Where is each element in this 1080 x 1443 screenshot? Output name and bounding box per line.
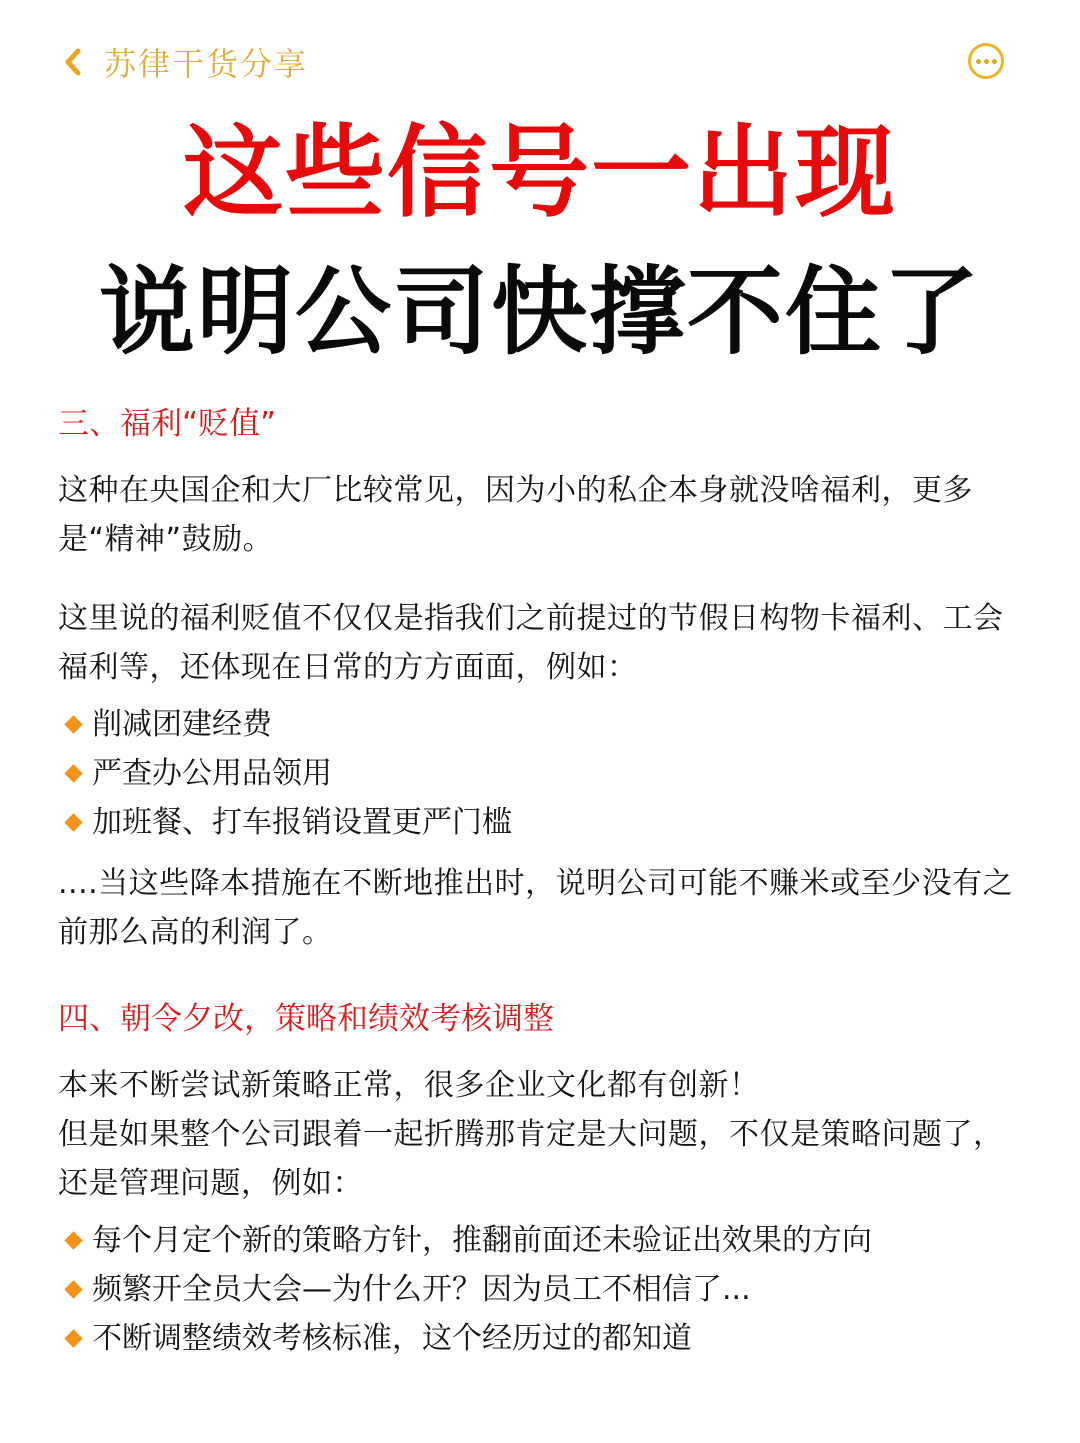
bullet-item [58, 749, 1028, 798]
diamond-bullet-icon [64, 1231, 82, 1249]
bullet-item [58, 798, 1028, 847]
more-dot-icon [976, 59, 981, 64]
bullet-text: 削减团建经费 [92, 707, 272, 742]
paragraph: 这种在央国企和大厂比较常见，因为小的私企本身就没啥福利，更多是“精神”鼓励。 [58, 473, 973, 557]
more-dot-icon [992, 59, 997, 64]
hero-title-line-1: 这些信号一出现 [183, 114, 897, 231]
bullet-item [58, 700, 1028, 749]
paragraph-line: 本来不断尝试新策略正常，很多企业文化都有创新！ [58, 1068, 760, 1103]
diamond-bullet-icon [64, 1329, 82, 1347]
paragraph-line: 但是如果整个公司跟着一起折腾那肯定是大问题，不仅是策略问题了，还是管理问题，例如： [58, 1117, 1004, 1201]
bullet-text: 频繁开全员大会—为什么开？因为员工不相信了... [92, 1272, 751, 1307]
diamond-bullet-icon [64, 1280, 82, 1298]
bullet-list [58, 700, 1028, 847]
paragraph: 这里说的福利贬值不仅仅是指我们之前提过的节假日构物卡福利、工会福利等，还体现在日常的方方面面，例如： [58, 601, 1004, 685]
article-content [58, 400, 1028, 1363]
more-options-button[interactable] [968, 43, 1004, 79]
bullet-text: 不断调整绩效考核标准，这个经历过的都知道 [92, 1321, 692, 1356]
back-button[interactable] [60, 36, 308, 88]
bullet-text: 每个月定个新的策略方针，推翻前面还未验证出效果的方向 [92, 1223, 872, 1258]
bullet-item [58, 1216, 1028, 1265]
section-title-4: 四、朝令夕改，策略和绩效考核调整 [58, 1001, 554, 1037]
diamond-bullet-icon [64, 764, 82, 782]
section-title-3: 三、福利“贬值” [58, 406, 277, 442]
bullet-text: 严查办公用品领用 [92, 756, 332, 791]
more-dot-icon [984, 59, 989, 64]
hero-title-line-2: 说明公司快撑不住了 [99, 256, 981, 368]
chevron-left-icon [60, 42, 86, 82]
top-navigation-bar [0, 0, 1080, 120]
bullet-text: 加班餐、打车报销设置更严门槛 [92, 805, 512, 840]
bullet-item [58, 1265, 1028, 1314]
diamond-bullet-icon [64, 715, 82, 733]
paragraph: ....当这些降本措施在不断地推出时，说明公司可能不赚米或至少没有之前那么高的利润了。 [58, 866, 1014, 950]
bullet-item [58, 1314, 1028, 1363]
bullet-list [58, 1216, 1028, 1363]
account-name[interactable]: 苏律干货分享 [104, 45, 309, 83]
diamond-bullet-icon [64, 813, 82, 831]
